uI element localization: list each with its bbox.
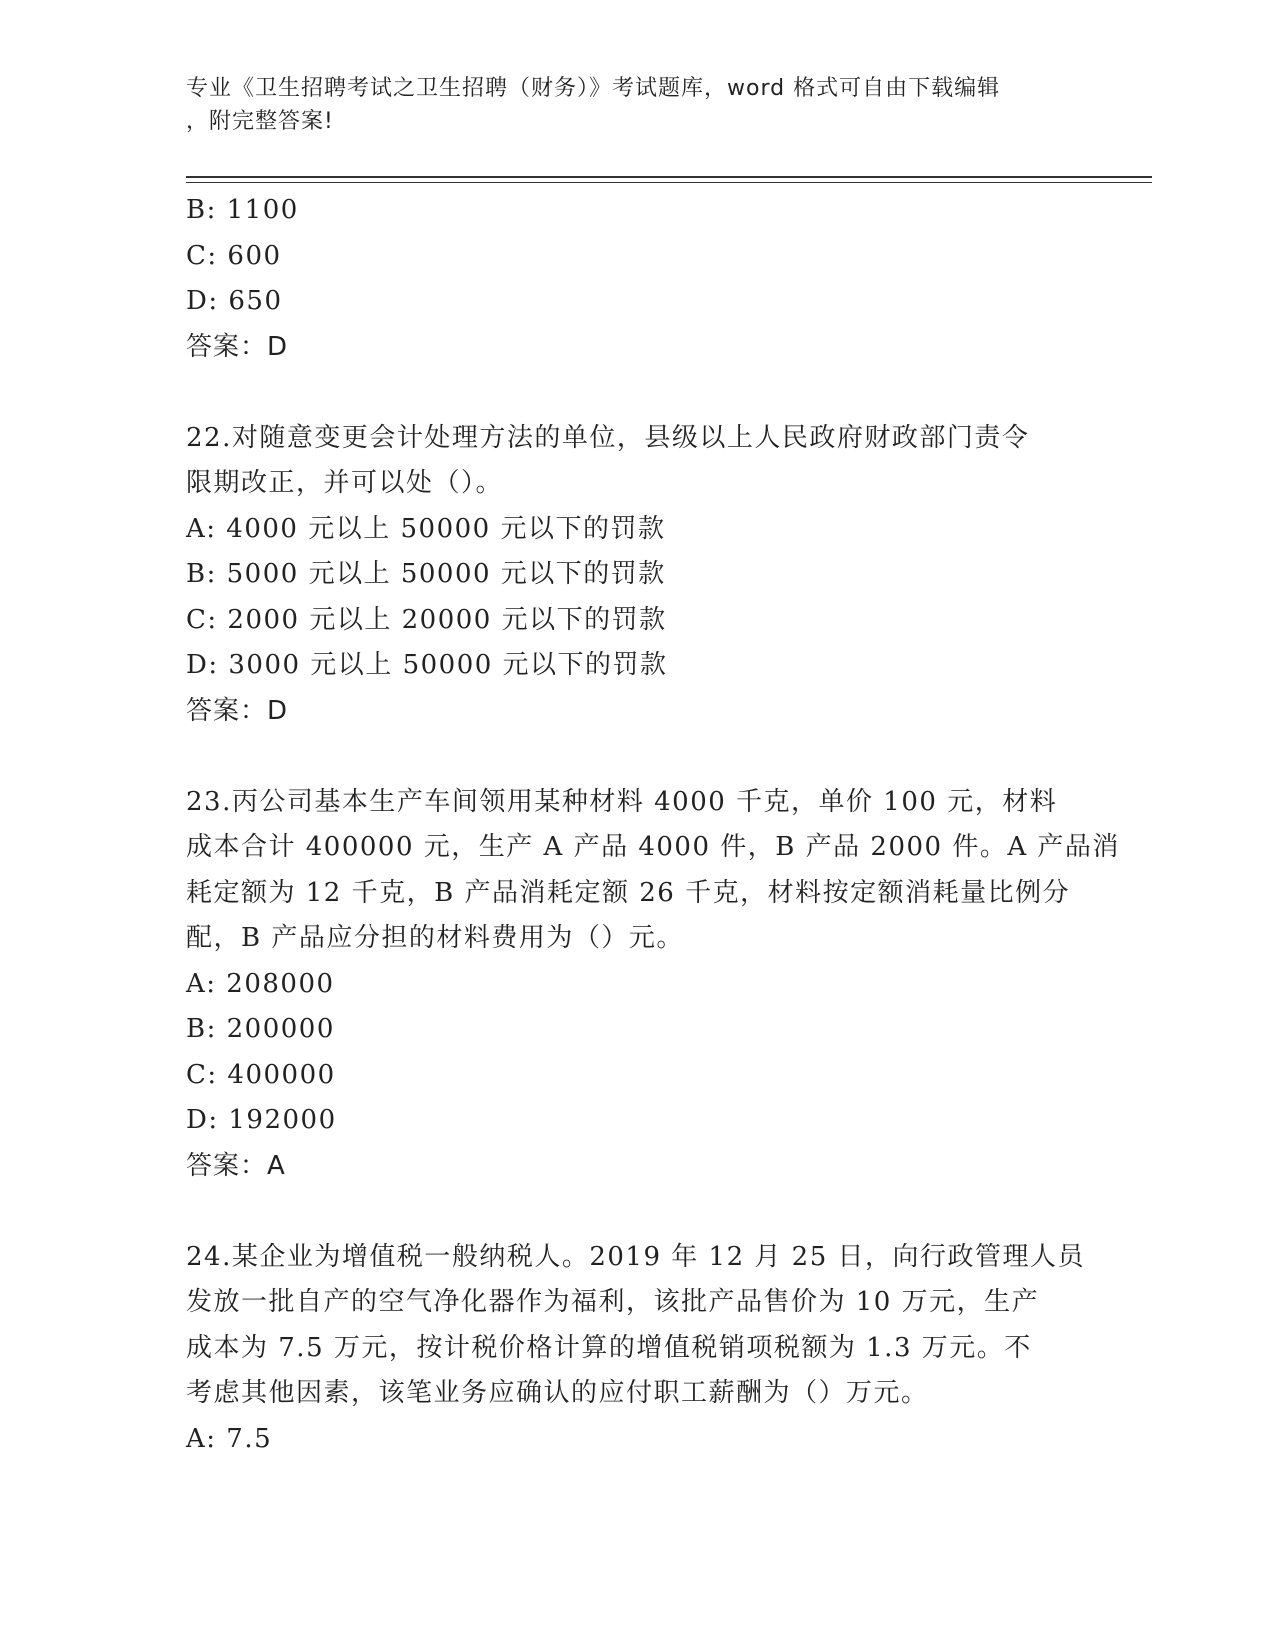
question-21 [186,188,1086,370]
question-stem-line: 限期改正，并可以处（）。 [186,468,504,498]
option-a: A: 208000 [186,968,335,999]
question-stem-line: 配，B 产品应分担的材料费用为（）元。 [186,923,684,953]
question-stem-line: 22.对随意变更会计处理方法的单位，县级以上人民政府财政部门责令 [186,422,1030,453]
option-a: A: 4000 元以上 50000 元以下的罚款 [186,513,666,544]
question-22 [186,416,1086,735]
question-list [186,188,1120,1462]
question-stem-line: 成本为 7.5 万元，按计税价格计算的增值税销项税额为 1.3 万元。不 [186,1332,1032,1363]
header-line-2: ，附完整答案! [186,109,334,134]
question-gap [186,1189,1086,1235]
header-divider-thin [186,182,1152,183]
question-stem-line: 发放一批自产的空气净化器作为福利，该批产品售价为 10 万元，生产 [186,1287,1040,1317]
question-gap [186,734,1086,780]
option-b: B: 5000 元以上 50000 元以下的罚款 [186,559,666,589]
question-stem-line: 考虑其他因素，该笔业务应确认的应付职工薪酬为（）万元。 [186,1378,929,1408]
answer-label: 答案：D [186,695,289,726]
option-c: C: 400000 [186,1059,336,1090]
option-d: D: 650 [186,286,283,316]
header-divider-thick [186,176,1152,178]
question-gap [186,370,1086,416]
option-b: B: 1100 [186,195,299,225]
question-24 [186,1235,1086,1463]
option-a: A: 7.5 [186,1423,273,1454]
option-c: C: 2000 元以上 20000 元以下的罚款 [186,604,667,635]
question-stem-line: 23.丙公司基本生产车间领用某种材料 4000 千克，单价 100 元，材料 [186,786,1058,817]
option-d: D: 3000 元以上 50000 元以下的罚款 [186,650,668,680]
document-header [186,72,1066,138]
question-stem-line: 24.某企业为增值税一般纳税人。2019 年 12 月 25 日，向行政管理人员 [186,1241,1086,1272]
answer-label: 答案：A [186,1150,286,1181]
option-d: D: 192000 [186,1105,337,1135]
question-stem-line: 耗定额为 12 千克，B 产品消耗定额 26 千克，材料按定额消耗量比例分 [186,877,1071,908]
option-c: C: 600 [186,240,282,271]
answer-label: 答案：D [186,331,289,362]
question-stem-line: 成本合计 400000 元，生产 A 产品 4000 件，B 产品 2000 件。A 产品消 [186,832,1120,862]
header-line-1: 专业《卫生招聘考试之卫生招聘（财务）》考试题库，word 格式可自由下载编辑 [186,76,1001,101]
question-23 [186,780,1120,1190]
option-b: B: 200000 [186,1014,335,1044]
